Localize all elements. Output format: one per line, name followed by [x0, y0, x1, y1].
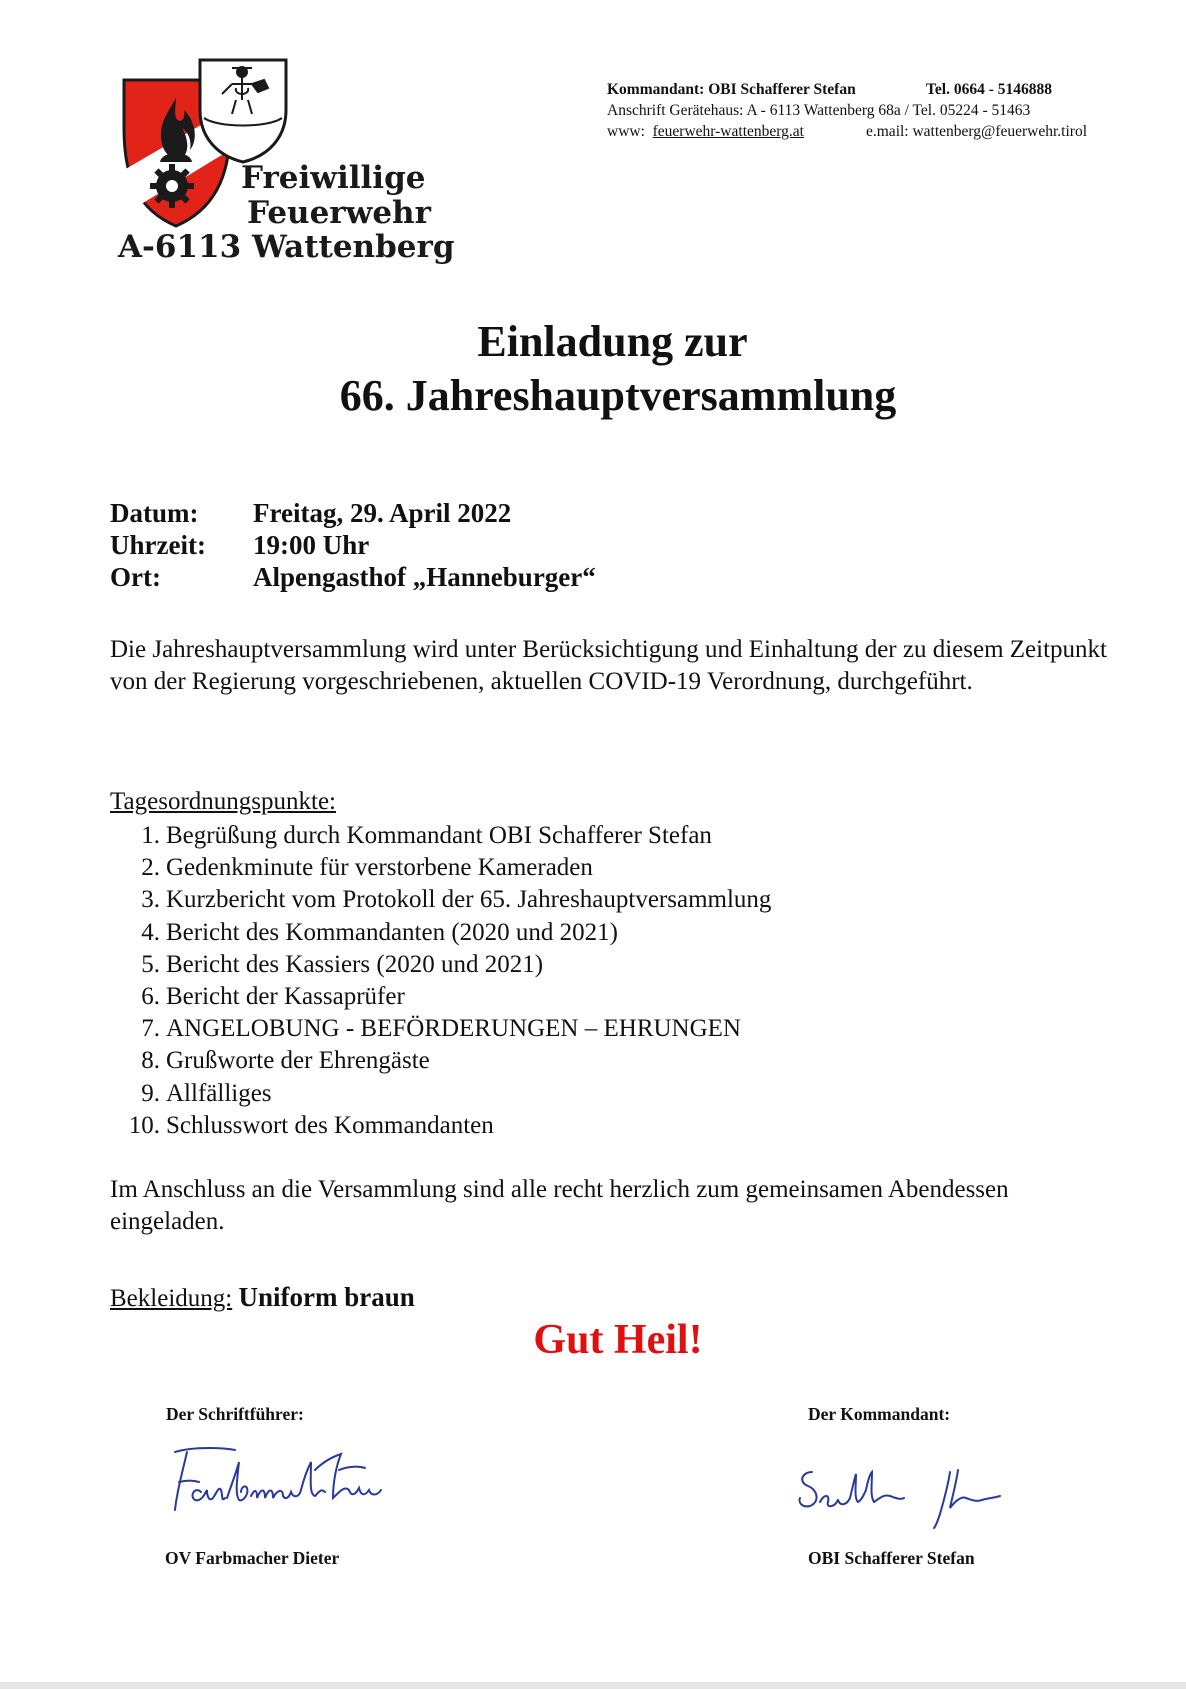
- item-text: Schlusswort des Kommandanten: [166, 1111, 494, 1139]
- secretary-name: OV Farbmacher Dieter: [165, 1548, 340, 1568]
- greeting: Gut Heil!: [533, 1317, 703, 1363]
- event-details: [110, 497, 596, 593]
- clothing-label: Bekleidung:: [110, 1285, 233, 1312]
- commander-label: Kommandant: OBI Schafferer Stefan: [607, 81, 856, 98]
- list-item: [110, 884, 771, 916]
- item-text: Grußworte der Ehrengäste: [166, 1047, 430, 1075]
- page-bottom-edge: [0, 1682, 1186, 1689]
- title-line-2: 66. Jahreshauptversammlung: [339, 371, 897, 420]
- item-number: 9.: [141, 1079, 160, 1107]
- list-item: [110, 1045, 771, 1077]
- detail-row-time: [110, 529, 370, 561]
- list-item: [110, 820, 771, 852]
- list-item: [110, 852, 771, 884]
- item-number: 8.: [141, 1047, 160, 1075]
- item-number: 6.: [141, 982, 160, 1010]
- intro-paragraph: Die Jahreshauptversammlung wird unter Berücksichtigung und Einhaltung der zu diesem Zeitpunkt von der Regierung vorgeschriebenen, aktuellen COVID-19 Verordnung, durchgeführt.: [110, 636, 1107, 695]
- item-text: Bericht des Kommandanten (2020 und 2021): [166, 918, 618, 946]
- gear-icon: [150, 164, 194, 208]
- detail-label: Uhrzeit:: [110, 530, 206, 560]
- logo-line-2: Feuerwehr: [247, 195, 431, 231]
- agenda-list: [110, 820, 771, 1142]
- address: Anschrift Gerätehaus: A - 6113 Wattenberg 68a / Tel. 05224 - 51463: [607, 102, 1031, 119]
- contact-header: [607, 79, 1088, 142]
- detail-value: 19:00 Uhr: [253, 530, 370, 560]
- logo-line-1: Freiwillige: [241, 160, 426, 196]
- detail-row-location: [110, 561, 596, 593]
- list-item: [110, 981, 771, 1013]
- clothing-value: Uniform braun: [238, 1282, 415, 1312]
- list-item: [110, 917, 771, 949]
- phone: Tel. 0664 - 5146888: [926, 81, 1053, 98]
- www-label: www:: [607, 123, 645, 140]
- list-item: [110, 1013, 771, 1045]
- item-number: 2.: [141, 854, 160, 882]
- item-number: 10.: [128, 1111, 160, 1139]
- fire-brigade-logo: [118, 58, 455, 273]
- item-number: 5.: [141, 950, 160, 978]
- commander-signature-icon: [790, 1450, 1050, 1530]
- secretary-signature-icon: [165, 1440, 395, 1520]
- list-item: [110, 1078, 771, 1110]
- detail-row-date: [110, 497, 512, 529]
- email: e.mail: wattenberg@feuerwehr.tirol: [866, 123, 1088, 140]
- secretary-role: Der Schriftführer:: [166, 1404, 304, 1424]
- closing-paragraph: Im Anschluss an die Versammlung sind alle recht herzlich zum gemeinsamen Abendessen eingeladen.: [110, 1176, 1009, 1235]
- item-text: Gedenkminute für verstorbene Kameraden: [166, 854, 593, 882]
- list-item: [110, 949, 771, 981]
- item-text: Bericht des Kassiers (2020 und 2021): [166, 950, 544, 978]
- detail-label: Datum:: [110, 498, 199, 528]
- detail-label: Ort:: [110, 562, 161, 592]
- item-text: ANGELOBUNG - BEFÖRDERUNGEN – EHRUNGEN: [166, 1015, 741, 1043]
- title-line-1: Einladung zur: [477, 317, 748, 366]
- detail-value: Freitag, 29. April 2022: [253, 498, 512, 528]
- item-number: 1.: [141, 822, 160, 849]
- website-link[interactable]: feuerwehr-wattenberg.at: [652, 123, 804, 140]
- item-text: Kurzbericht vom Protokoll der 65. Jahreshauptversammlung: [166, 886, 772, 914]
- item-text: Begrüßung durch Kommandant OBI Schafferer Stefan: [166, 822, 712, 849]
- item-number: 3.: [141, 886, 160, 914]
- item-text: Bericht der Kassaprüfer: [166, 982, 405, 1010]
- agenda-heading: Tagesordnungspunkte:: [110, 788, 336, 815]
- item-number: 4.: [141, 918, 160, 946]
- logo-line-3: A-6113 Wattenberg: [118, 229, 455, 265]
- item-number: 7.: [141, 1015, 160, 1043]
- detail-value: Alpengasthof „Hanneburger“: [253, 562, 596, 592]
- commander-name: OBI Schafferer Stefan: [808, 1548, 975, 1568]
- clothing-line: [110, 1282, 415, 1313]
- commander-role: Der Kommandant:: [808, 1404, 951, 1424]
- list-item: [110, 1110, 771, 1142]
- item-text: Allfälliges: [166, 1079, 272, 1107]
